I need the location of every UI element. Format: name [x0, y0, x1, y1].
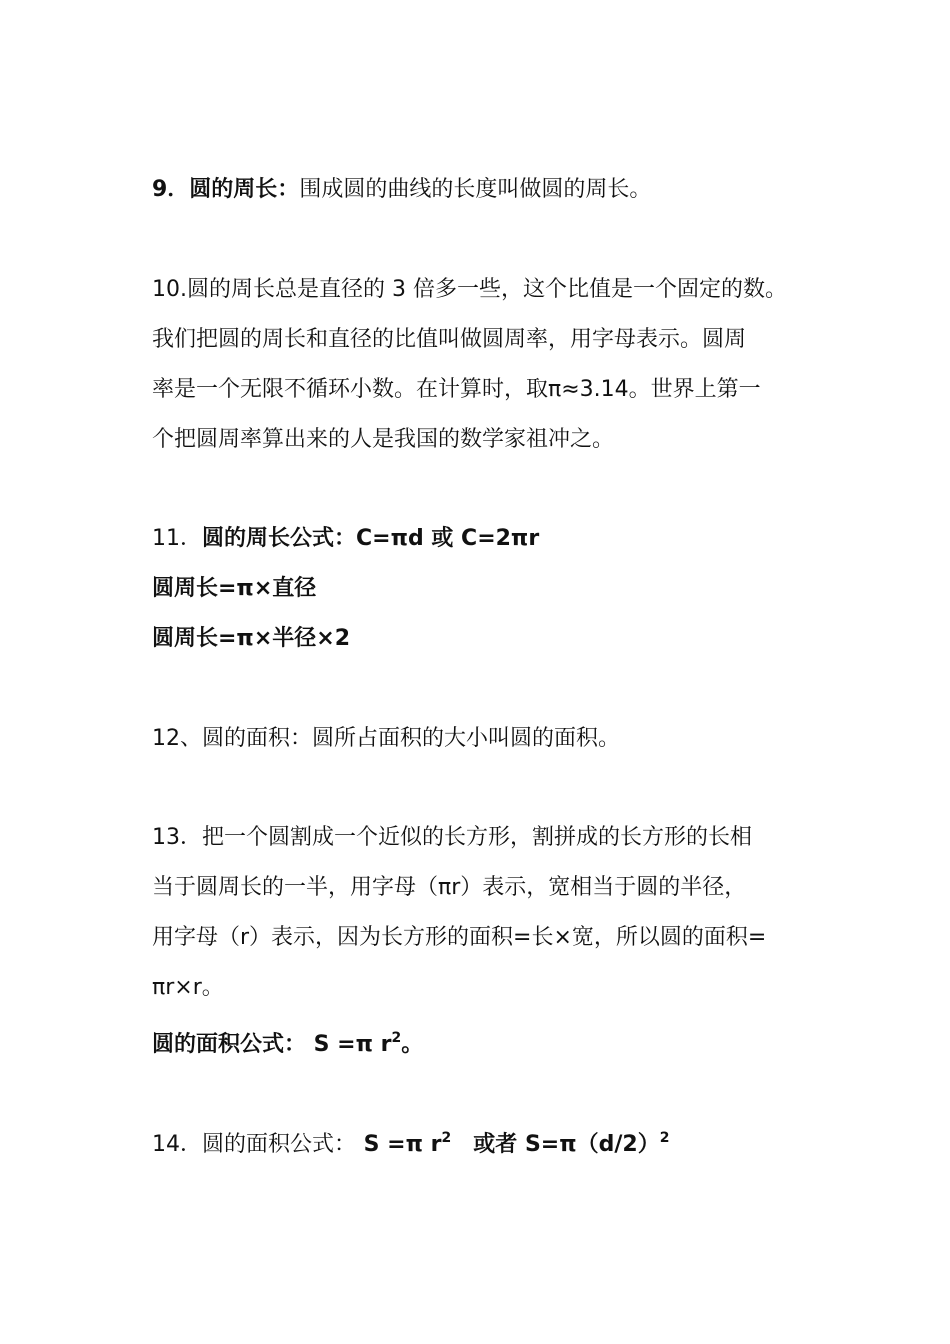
item-11-formula: 圆的周长公式：C=πd 或 C=2πr: [202, 526, 540, 551]
item-14-formula-2-exponent: 2: [659, 1130, 670, 1146]
item-11: [152, 524, 539, 554]
item-13-line-4: πr×r。: [152, 975, 224, 1000]
item-10-line-1: 10.圆的周长总是直径的 3 倍多一些，这个比值是一个固定的数。: [152, 277, 787, 302]
item-11-number: 11．: [152, 526, 202, 551]
area-formula-end: 。: [401, 1032, 424, 1057]
item-14: [152, 1123, 669, 1160]
area-formula-exponent: 2: [391, 1030, 402, 1046]
item-9-text: 围成圆的曲线的长度叫做圆的周长。: [299, 177, 652, 202]
item-11-line-2: 圆周长=π×直径: [152, 576, 317, 601]
item-13-line-3: 用字母（r）表示，因为长方形的面积=长×宽，所以圆的面积=: [152, 925, 767, 950]
item-9-title: 9．圆的周长：: [152, 177, 300, 202]
area-formula-label: 圆的面积公式：: [152, 1032, 307, 1057]
item-10-line-3: 率是一个无限不循环小数。在计算时，取π≈3.14。世界上第一: [152, 377, 761, 402]
document-page: [152, 0, 812, 1344]
item-9: [152, 175, 651, 205]
item-14-formula-1: S =π r: [356, 1132, 442, 1157]
item-10-line-2: 我们把圆的周长和直径的比值叫做圆周率，用字母表示。圆周: [152, 327, 747, 352]
item-14-formula-1-exponent: 2: [441, 1130, 452, 1146]
item-13-line-1: 13．把一个圆割成一个近似的长方形，割拼成的长方形的长相: [152, 825, 752, 850]
item-13-line-2: 当于圆周长的一半，用字母（πr）表示，宽相当于圆的半径，: [152, 875, 747, 900]
item-14-prefix: 14．圆的面积公式：: [152, 1132, 356, 1157]
item-11-line-3: 圆周长=π×半径×2: [152, 626, 351, 651]
area-formula-main: S =π r: [306, 1032, 392, 1057]
item-14-or: 或者: [473, 1132, 518, 1157]
item-10-line-4: 个把圆周率算出来的人是我国的数学家祖冲之。: [152, 427, 615, 452]
item-12: 12、圆的面积：圆所占面积的大小叫圆的面积。: [152, 726, 620, 751]
item-14-formula-2: S=π（d/2）: [517, 1132, 660, 1157]
item-13-formula: [152, 1023, 423, 1060]
